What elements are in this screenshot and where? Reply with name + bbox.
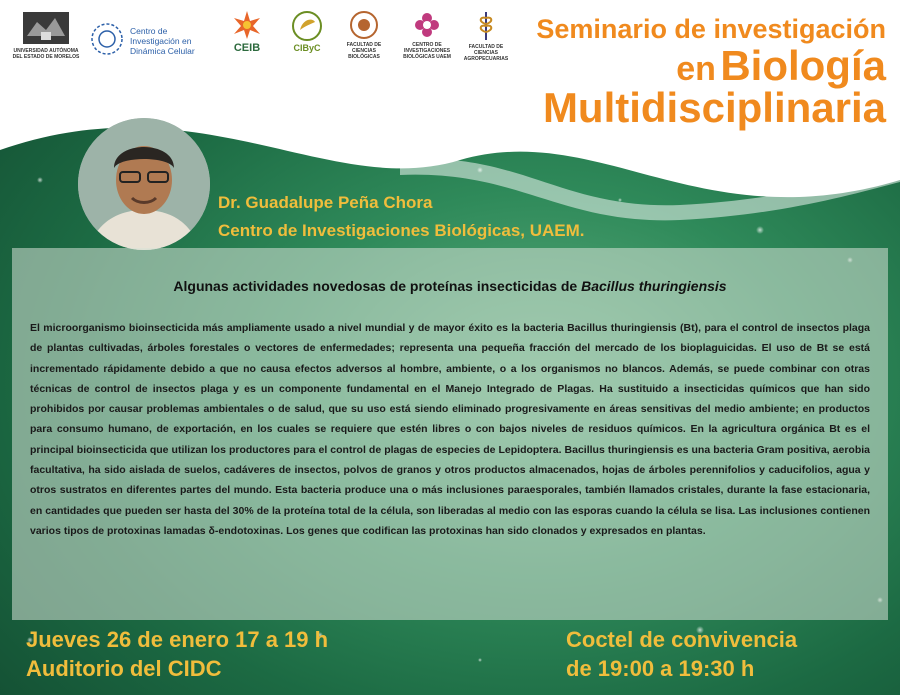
ceib-logo [218, 10, 276, 62]
globe-icon [90, 22, 124, 56]
cidc-logo [90, 10, 210, 62]
cib-logo: CENTRO DE INVESTIGACIONES BIOLÓGICAS UAEM [398, 10, 456, 62]
reception-title: Coctel de convivencia [566, 627, 798, 652]
title-line-3: Multidisciplinaria [542, 84, 886, 131]
cidc-logo-text: Centro de Investigación en Dinámica Celular [130, 26, 195, 56]
abstract-panel [12, 248, 888, 620]
title-line-2-main: Biología [720, 42, 886, 89]
abstract-title-species: Bacillus thuringiensis [581, 278, 727, 294]
flower-icon [412, 10, 442, 40]
person-portrait-icon [78, 118, 210, 250]
event-venue: Auditorio del CIDC [26, 656, 222, 681]
speaker-name: Dr. Guadalupe Peña Chora [218, 193, 433, 212]
title-line-2-prefix: en [676, 50, 716, 88]
cibyc-logo [282, 10, 332, 62]
ceib-logo-text: CEIB [233, 42, 261, 54]
event-date-time: Jueves 26 de enero 17 a 19 h [26, 627, 329, 652]
cibyc-logo-text: CIByC [293, 43, 321, 53]
abstract-body: El microorganismo bioinsecticida más ampliamente usado a nivel mundial y de mayor éxito es la bacteria Bacillus thuringiensis (Bt), para el control de insectos plaga de plantas cultivadas, árboles forestales o vectores de enfermedades; representa una pequeña fracción del mercado de los bioplaguicidas. El uso de Bt se está incrementado rápidamente debido a que no causa efectos adversos al hombre, ambiente, o a los organismos no blancos. Además, se puede combinar con otras técnicas de control de insectos plaga y es un componente fundamental en el Manejo Integrado de Plagas. Ha sustituido a insecticidas químicos que han sido prohibidos por causar problemas ambientales o de salud, que su uso está siendo eliminado progresivamente en áreas sensitivas del medio ambiente; en productos para consumo humano, de exportación, en los cuales se requiere que estén libres o con bajos niveles de residuos químicos. En la agricultura orgánica Bt es el principal bioinsecticida que utilizan los productores para el control de plagas de especies de Lepidoptera. Bacillus thuringiensis es una bacteria Gram positiva, aerobia facultativa, ha sido aislada de suelos, cadáveres de insectos, polvos de granos y otros productos almacenados, hojas de árboles perennifolios y caducifolios, agua y otros sustratos en diferentes partes del mundo. Esta bacteria produce una o más inclusiones paraesporales, también llamados cristales, durante la fase estacionaria, en cantidades que pueden ser hasta del 30% de la proteína total de la célula, son liberadas al medio con las esporas cuando la célula se lisa. Las inclusiones contienen varios tipos de protoxinas lamadas δ-endotoxinas. Los genes que codifican las protoxinas han sido clonados y expresados en plantas. [30, 322, 870, 537]
uaem-crest-icon [21, 10, 71, 46]
speaker-affiliation: Centro de Investigaciones Biológicas, UAEM. [218, 221, 585, 240]
wheat-icon [470, 10, 502, 42]
title-line-1: Seminario de investigación [536, 14, 886, 44]
speaker-photo [78, 118, 210, 250]
fcb-logo: FACULTAD DE CIENCIAS BIOLÓGICAS [338, 10, 390, 62]
leaf-circle-icon [291, 10, 323, 42]
seal-icon [349, 10, 379, 40]
fca-logo: FACULTAD DE CIENCIAS AGROPECUARIAS [460, 10, 512, 62]
abstract-title [12, 278, 888, 294]
reception-time: de 19:00 a 19:30 h [566, 656, 755, 681]
uaem-logo: UNIVERSIDAD AUTÓNOMA DEL ESTADO DE MORELOS [10, 10, 82, 62]
abstract-title-text: Algunas actividades novedosas de proteínas insecticidas de [173, 278, 582, 294]
star-flower-icon [232, 10, 262, 40]
